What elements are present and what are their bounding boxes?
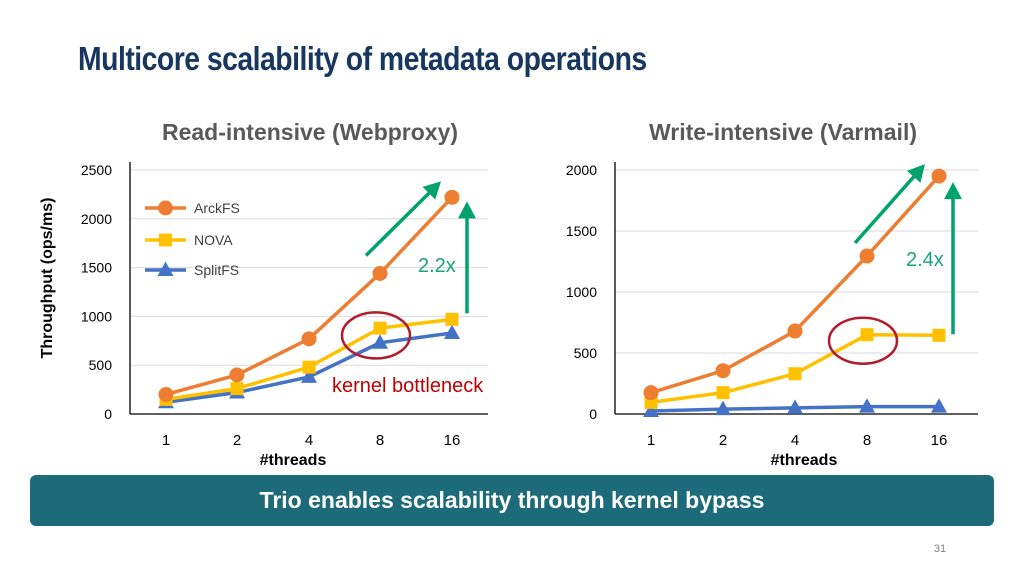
chart2-y-tick-label: 1000: [565, 284, 597, 300]
slide-title: Multicore scalability of metadata operations: [78, 40, 647, 77]
chart2-series-line-arckfs: [651, 176, 939, 393]
chart1-bottleneck-label: kernel bottleneck: [332, 375, 484, 397]
chart1-x-axis-label: #threads: [259, 452, 327, 469]
chart1-legend-label-arckfs: ArckFS: [194, 200, 240, 216]
chart2-point-arckfs: [788, 324, 803, 339]
chart1-x-tick-label: 8: [375, 432, 385, 449]
chart1-speedup-label: 2.2x: [418, 255, 456, 277]
chart1-point-nova: [374, 322, 387, 335]
chart1-point-arckfs: [159, 387, 174, 402]
chart2-y-tick-label: 0: [589, 406, 597, 422]
chart2-x-tick-label: 8: [862, 432, 872, 449]
chart2-x-tick-label: 1: [646, 432, 656, 449]
takeaway-banner: [30, 475, 994, 526]
chart1-bottleneck-circle: [342, 312, 410, 358]
chart2-point-arckfs: [932, 169, 947, 184]
chart1-point-splitfs: [444, 324, 460, 339]
chart2-x-axis-label: #threads: [770, 452, 838, 469]
chart1-point-nova: [446, 313, 459, 326]
chart2-y-tick-label: 2000: [565, 162, 597, 178]
chart2-title: Write-intensive (Varmail): [649, 119, 917, 145]
chart1-y-tick-label: 500: [88, 357, 112, 374]
chart1-y-tick-label: 2000: [80, 210, 112, 227]
chart2-speedup-arrow-head: [944, 182, 962, 199]
chart1-point-arckfs: [373, 266, 388, 281]
chart1-title: Read-intensive (Webproxy): [161, 119, 459, 145]
chart2-point-arckfs: [860, 249, 875, 264]
chart2-point-nova: [789, 367, 802, 380]
chart2-point-arckfs: [716, 363, 731, 378]
chart1-y-tick-label: 0: [104, 406, 112, 422]
chart1-legend-marker-nova: [159, 234, 172, 247]
chart1-y-tick-label: 2500: [80, 162, 112, 178]
chart2-y-tick-label: 500: [573, 345, 597, 361]
chart1-legend-label-splitfs: SplitFS: [194, 262, 240, 278]
chart2-point-nova: [717, 386, 730, 399]
chart1-legend-marker-arckfs: [158, 201, 173, 216]
chart2-point-nova: [933, 329, 946, 342]
chart1-y-axis-label: Throughput (ops/ms): [39, 197, 56, 359]
chart1-point-arckfs: [230, 367, 245, 382]
chart1-x-tick-label: 4: [304, 432, 314, 449]
chart1-trend-arrow-shaft: [366, 190, 432, 256]
chart2-x-tick-label: 2: [718, 432, 728, 449]
chart1-point-arckfs: [302, 331, 317, 346]
chart1-y-tick-label: 1000: [80, 308, 112, 325]
chart1-point-arckfs: [445, 190, 460, 205]
chart1-speedup-arrow-head: [458, 201, 476, 218]
chart2-point-arckfs: [644, 385, 659, 400]
chart1-x-tick-label: 16: [443, 432, 461, 449]
banner-text: Trio enables scalability through kernel bypass: [259, 487, 765, 513]
chart2-point-nova: [861, 328, 874, 341]
chart1-x-tick-label: 2: [232, 432, 242, 449]
chart1-legend-label-nova: NOVA: [194, 232, 233, 248]
chart2-speedup-label: 2.4x: [906, 249, 944, 271]
page-number: 31: [933, 543, 947, 555]
chart1-point-nova: [303, 361, 316, 374]
chart1-point-nova: [231, 382, 244, 395]
chart2-x-tick-label: 16: [930, 432, 948, 449]
chart2-x-tick-label: 4: [790, 432, 800, 449]
chart1-y-tick-label: 1500: [80, 259, 112, 276]
chart2-y-tick-label: 1500: [565, 223, 597, 239]
chart1-x-tick-label: 1: [161, 432, 171, 449]
